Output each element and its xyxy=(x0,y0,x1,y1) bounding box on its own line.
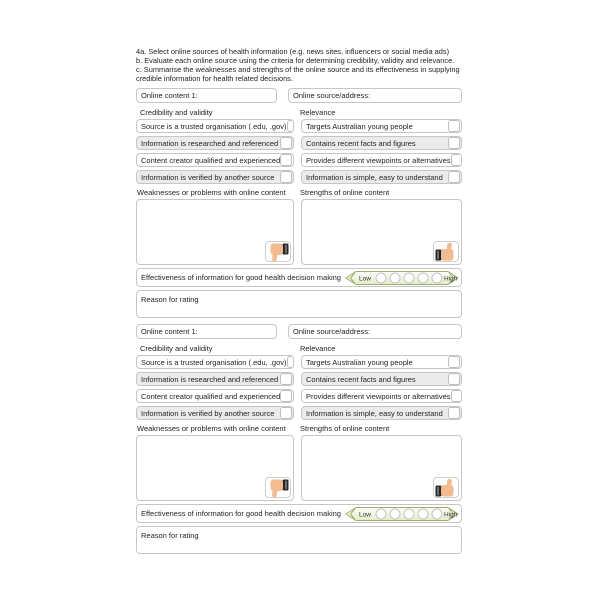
criterion-label: Information is researched and referenced xyxy=(141,374,279,384)
effectiveness-label: Effectiveness of information for good health decision making xyxy=(141,273,341,282)
reason-for-rating-textarea[interactable] xyxy=(136,526,462,554)
rating-point-3[interactable] xyxy=(404,509,414,519)
credibility-criterion xyxy=(136,153,294,167)
relevance-criterion xyxy=(301,119,462,133)
criteria-row xyxy=(136,153,462,167)
weaknesses-header: Weaknesses or problems with online content xyxy=(137,188,286,197)
relevance-criterion xyxy=(301,406,462,420)
rating-point-2[interactable] xyxy=(390,273,400,283)
criterion-checkbox[interactable] xyxy=(451,154,462,166)
thumbs-up-button[interactable] xyxy=(433,241,459,262)
reason-for-rating-label: Reason for rating xyxy=(141,295,199,304)
thumbs-up-button[interactable] xyxy=(433,477,459,498)
effectiveness-rating-slider[interactable] xyxy=(345,506,459,522)
criterion-label: Source is a trusted organisation (.edu, .gov) xyxy=(141,357,287,367)
criterion-label: Contains recent facts and figures xyxy=(306,138,416,148)
rating-high-label: High xyxy=(444,275,458,282)
rating-low-label: Low xyxy=(359,275,371,282)
credibility-header: Credibility and validity xyxy=(140,108,213,117)
criterion-checkbox[interactable] xyxy=(448,373,460,385)
weaknesses-header: Weaknesses or problems with online content xyxy=(137,424,286,433)
reason-for-rating-textarea[interactable] xyxy=(136,290,462,318)
rating-point-1[interactable] xyxy=(376,509,386,519)
relevance-header: Relevance xyxy=(300,108,336,117)
reason-for-rating-label: Reason for rating xyxy=(141,531,199,540)
thumbs-up-icon xyxy=(435,243,457,261)
criterion-checkbox[interactable] xyxy=(280,407,292,419)
criterion-checkbox[interactable] xyxy=(448,137,460,149)
relevance-criterion xyxy=(301,389,462,403)
effectiveness-row xyxy=(136,504,462,523)
credibility-criterion xyxy=(136,406,294,420)
criterion-checkbox[interactable] xyxy=(280,390,292,402)
online-content-field[interactable] xyxy=(136,88,277,103)
rating-point-3[interactable] xyxy=(404,273,414,283)
thumbs-down-icon xyxy=(267,479,289,497)
evaluation-block-2 xyxy=(136,324,462,554)
strengths-header: Strengths of online content xyxy=(300,424,390,433)
criterion-checkbox[interactable] xyxy=(448,171,460,183)
thumbs-down-button[interactable] xyxy=(265,241,291,262)
rating-point-4[interactable] xyxy=(418,273,428,283)
criterion-label: Source is a trusted organisation (.edu, .gov) xyxy=(141,121,287,131)
effectiveness-row xyxy=(136,268,462,287)
online-source-field[interactable] xyxy=(288,88,462,103)
online-content-label: Online content 1: xyxy=(141,91,198,100)
criterion-label: Information is verified by another source xyxy=(141,408,275,418)
rating-point-5[interactable] xyxy=(432,273,442,283)
criterion-label: Information is verified by another source xyxy=(141,172,275,182)
effectiveness-label: Effectiveness of information for good health decision making xyxy=(141,509,341,518)
rating-point-5[interactable] xyxy=(432,509,442,519)
instruction-line-c: c. Summarise the weaknesses and strengths of the online source and its effectiveness in supplying credible information for health related decisions. xyxy=(136,65,460,83)
instruction-line-a: 4a. Select online sources of health information (e.g. news sites, influencers or social media ads) xyxy=(136,47,450,56)
relevance-criterion xyxy=(301,170,462,184)
evaluation-block-1 xyxy=(136,88,462,318)
criteria-row xyxy=(136,170,462,184)
strengths-textarea[interactable] xyxy=(301,435,462,501)
criterion-checkbox[interactable] xyxy=(451,390,462,402)
relevance-criterion xyxy=(301,136,462,150)
rating-point-4[interactable] xyxy=(418,509,428,519)
online-source-field[interactable] xyxy=(288,324,462,339)
credibility-criterion xyxy=(136,389,294,403)
criterion-label: Provides different viewpoints or alternatives xyxy=(306,391,451,401)
rating-high-label: High xyxy=(444,511,458,518)
weaknesses-textarea[interactable] xyxy=(136,199,294,265)
credibility-criterion xyxy=(136,372,294,386)
strengths-header: Strengths of online content xyxy=(300,188,390,197)
criterion-label: Content creator qualified and experienced xyxy=(141,155,281,165)
relevance-criterion xyxy=(301,153,462,167)
criteria-row xyxy=(136,389,462,403)
criterion-label: Information is simple, easy to understand xyxy=(306,172,443,182)
online-source-label: Online source/address: xyxy=(293,327,371,336)
rating-low-label: Low xyxy=(359,511,371,518)
criterion-label: Information is simple, easy to understand xyxy=(306,408,443,418)
relevance-criterion xyxy=(301,372,462,386)
credibility-criterion xyxy=(136,119,294,133)
criterion-checkbox[interactable] xyxy=(280,137,292,149)
criteria-row xyxy=(136,119,462,133)
criterion-checkbox[interactable] xyxy=(287,356,295,368)
credibility-criterion xyxy=(136,170,294,184)
rating-point-2[interactable] xyxy=(390,509,400,519)
criterion-label: Information is researched and referenced xyxy=(141,138,279,148)
criteria-row xyxy=(136,372,462,386)
criterion-label: Targets Australian young people xyxy=(306,357,413,367)
criterion-checkbox[interactable] xyxy=(448,120,460,132)
thumbs-down-icon xyxy=(267,243,289,261)
criterion-checkbox[interactable] xyxy=(448,407,460,419)
criterion-checkbox[interactable] xyxy=(280,171,292,183)
criterion-checkbox[interactable] xyxy=(448,356,460,368)
thumbs-up-icon xyxy=(435,479,457,497)
relevance-header: Relevance xyxy=(300,344,336,353)
credibility-criterion xyxy=(136,136,294,150)
criterion-label: Provides different viewpoints or alternatives xyxy=(306,155,451,165)
worksheet-page xyxy=(136,47,462,554)
criteria-row xyxy=(136,355,462,369)
strengths-textarea[interactable] xyxy=(301,199,462,265)
criterion-label: Content creator qualified and experienced xyxy=(141,391,281,401)
effectiveness-rating-slider[interactable] xyxy=(345,270,459,286)
instruction-line-b: b. Evaluate each online source using the criteria for determining credibility, validity and relevance. xyxy=(136,56,455,65)
online-content-field[interactable] xyxy=(136,324,277,339)
criterion-checkbox[interactable] xyxy=(287,120,295,132)
rating-point-1[interactable] xyxy=(376,273,386,283)
criterion-label: Contains recent facts and figures xyxy=(306,374,416,384)
criteria-row xyxy=(136,136,462,150)
credibility-criterion xyxy=(136,355,294,369)
criterion-label: Targets Australian young people xyxy=(306,121,413,131)
credibility-header: Credibility and validity xyxy=(140,344,213,353)
criterion-checkbox[interactable] xyxy=(280,373,292,385)
online-content-label: Online content 1: xyxy=(141,327,198,336)
criteria-row xyxy=(136,406,462,420)
instructions xyxy=(136,47,462,83)
weaknesses-textarea[interactable] xyxy=(136,435,294,501)
online-source-label: Online source/address: xyxy=(293,91,371,100)
relevance-criterion xyxy=(301,355,462,369)
thumbs-down-button[interactable] xyxy=(265,477,291,498)
criterion-checkbox[interactable] xyxy=(280,154,292,166)
